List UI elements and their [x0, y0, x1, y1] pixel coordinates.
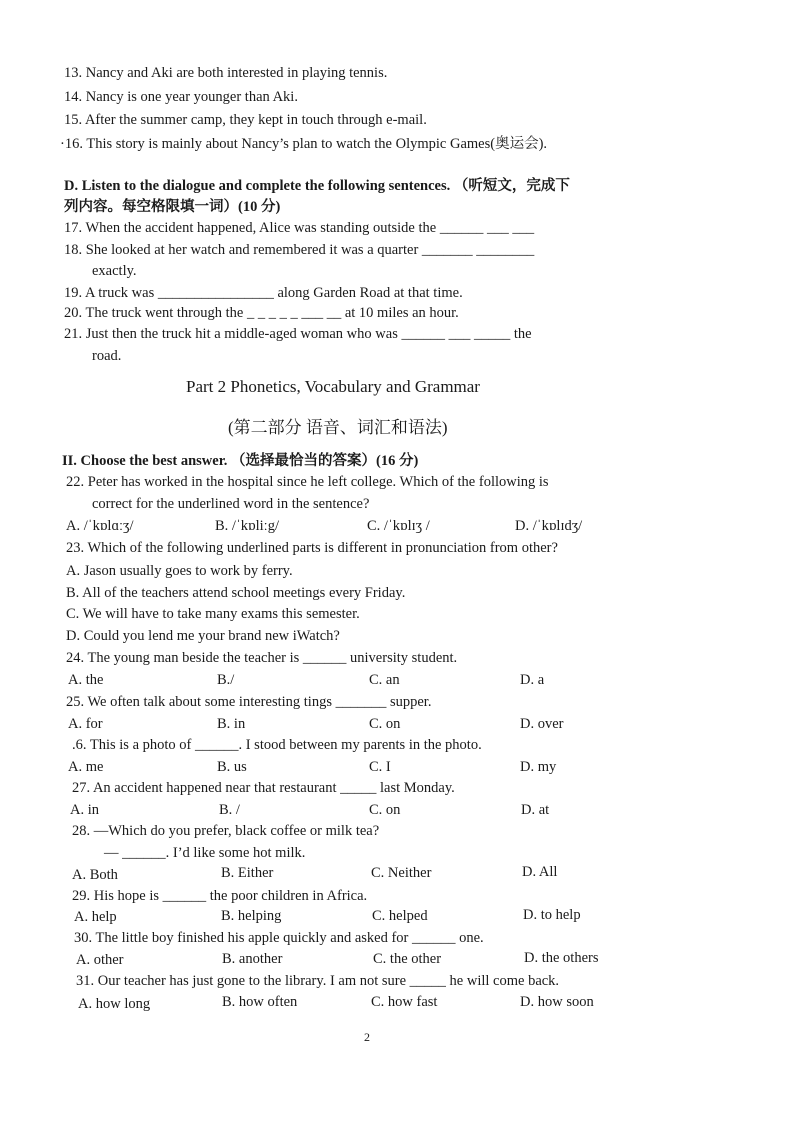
q25-option-b[interactable]: B. in [217, 716, 246, 732]
q22-option-a[interactable]: A. /ˈkɒlɑːʒ/ [66, 518, 134, 534]
item-text: This story is mainly about Nancy’s plan to watch the Olympic Games(奥运会). [86, 136, 548, 152]
q29-option-b[interactable]: B. helping [221, 908, 282, 924]
tf-item-16 [60, 135, 547, 153]
item-text: After the summer camp, they kept in touch through e-mail. [84, 112, 427, 128]
question-25-stem: 25. We often talk about some interesting tings _______ supper. [66, 694, 432, 710]
item-text: The truck went through the _ _ _ _ _ ___ __ at 10 miles an hour. [85, 305, 459, 321]
q25-option-a[interactable]: A. for [68, 716, 103, 732]
section-d-title: D. Listen to the dialogue and complete the following sentences. （听短文，完成下 [64, 178, 570, 194]
item-text: Just then the truck hit a middle-aged woman who was ______ ___ _____ the [85, 326, 532, 342]
q31-option-d[interactable]: D. how soon [520, 994, 594, 1010]
fill-item-18 [64, 241, 534, 259]
item-number: 17. [64, 220, 83, 236]
question-30-stem: 30. The little boy finished his apple quickly and asked for ______ one. [74, 930, 484, 946]
item-text: A truck was ________________ along Garden Road at that time. [84, 285, 463, 301]
q28-option-d[interactable]: D. All [522, 864, 558, 880]
q26-option-c[interactable]: C. I [369, 759, 391, 775]
question-29-stem: 29. His hope is ______ the poor children in Africa. [72, 888, 368, 904]
section-d-title-cont: 列内容。每空格限填一词）(10 分) [64, 199, 281, 215]
q30-option-a[interactable]: A. other [76, 952, 124, 968]
question-22-stem: 22. Peter has worked in the hospital since he left college. Which of the following is [66, 474, 549, 490]
q30-option-d[interactable]: D. the others [524, 950, 599, 966]
q29-option-a[interactable]: A. help [74, 909, 117, 925]
item-text: When the accident happened, Alice was standing outside the ______ ___ ___ [85, 220, 535, 236]
q24-option-b[interactable]: B./ [217, 672, 235, 688]
q23-option-a[interactable]: A. Jason usually goes to work by ferry. [66, 563, 293, 579]
item-number: 20. [64, 305, 83, 321]
question-28-stem: 28. —Which do you prefer, black coffee or milk tea? [72, 823, 380, 839]
q30-option-c[interactable]: C. the other [373, 951, 442, 967]
q28-option-c[interactable]: C. Neither [371, 865, 432, 881]
q30-option-b[interactable]: B. another [222, 951, 283, 967]
part2-subtitle: (第二部分 语音、词汇和语法) [228, 418, 448, 437]
question-27-stem: 27. An accident happened near that restaurant _____ last Monday. [72, 780, 455, 796]
q24-option-a[interactable]: A. the [68, 672, 104, 688]
q22-option-b[interactable]: B. /ˈkɒliːg/ [215, 518, 279, 534]
fill-item-21 [64, 325, 532, 343]
question-28-stem-cont: — ______. I’d like some hot milk. [104, 845, 306, 861]
q29-option-d[interactable]: D. to help [523, 907, 581, 923]
q31-option-c[interactable]: C. how fast [371, 994, 438, 1010]
question-22-stem-cont: correct for the underlined word in the sentence? [92, 496, 370, 512]
q28-option-a[interactable]: A. Both [72, 867, 118, 883]
item-number: 13. [64, 65, 83, 81]
item-number: 14. [64, 89, 83, 105]
question-23-stem: 23. Which of the following underlined parts is different in pronunciation from other? [66, 540, 558, 556]
item-number: ·16. [60, 136, 83, 152]
q26-option-b[interactable]: B. us [217, 759, 247, 775]
q26-option-a[interactable]: A. me [68, 759, 104, 775]
q27-option-d[interactable]: D. at [521, 802, 550, 818]
tf-item-13 [64, 64, 387, 82]
item-number: 15. [64, 112, 83, 128]
q24-option-d[interactable]: D. a [520, 672, 545, 688]
q29-option-c[interactable]: C. helped [372, 908, 428, 924]
q27-option-a[interactable]: A. in [70, 802, 99, 818]
question-24-stem: 24. The young man beside the teacher is ______ university student. [66, 650, 458, 666]
fill-item-18-cont: exactly. [92, 263, 137, 279]
q23-option-b[interactable]: B. All of the teachers attend school meetings every Friday. [66, 585, 406, 601]
q23-option-d[interactable]: D. Could you lend me your brand new iWatch? [66, 628, 340, 644]
question-31-stem: 31. Our teacher has just gone to the library. I am not sure _____ he will come back. [76, 973, 560, 989]
item-text: Nancy is one year younger than Aki. [85, 89, 298, 105]
q22-option-d[interactable]: D. /ˈkɒlɪdʒ/ [515, 518, 583, 534]
question-26-stem: .6. This is a photo of ______. I stood between my parents in the photo. [72, 737, 482, 753]
item-number: 21. [64, 326, 83, 342]
q25-option-c[interactable]: C. on [369, 716, 401, 732]
item-text: Nancy and Aki are both interested in playing tennis. [85, 65, 388, 81]
tf-item-14 [64, 88, 298, 106]
q31-option-a[interactable]: A. how long [78, 996, 151, 1012]
q28-option-b[interactable]: B. Either [221, 865, 274, 881]
fill-item-20 [64, 304, 459, 322]
q26-option-d[interactable]: D. my [520, 759, 557, 775]
fill-item-19 [64, 284, 463, 302]
item-text: She looked at her watch and remembered it was a quarter _______ ________ [85, 242, 535, 258]
q23-option-c[interactable]: C. We will have to take many exams this semester. [66, 606, 360, 622]
page-number: 2 [364, 1030, 370, 1044]
fill-item-21-cont: road. [92, 348, 122, 364]
part2-title: Part 2 Phonetics, Vocabulary and Grammar [186, 377, 480, 396]
item-number: 18. [64, 242, 83, 258]
q25-option-d[interactable]: D. over [520, 716, 564, 732]
q22-option-c[interactable]: C. /ˈkɒlɪʒ / [367, 518, 430, 534]
section-ii-title: II. Choose the best answer. （选择最恰当的答案）(16 分) [62, 453, 419, 469]
fill-item-17 [64, 219, 534, 237]
q24-option-c[interactable]: C. an [369, 672, 400, 688]
q31-option-b[interactable]: B. how often [222, 994, 298, 1010]
tf-item-15 [64, 111, 427, 129]
q27-option-b[interactable]: B. / [219, 802, 240, 818]
q27-option-c[interactable]: C. on [369, 802, 401, 818]
item-number: 19. [64, 285, 83, 301]
